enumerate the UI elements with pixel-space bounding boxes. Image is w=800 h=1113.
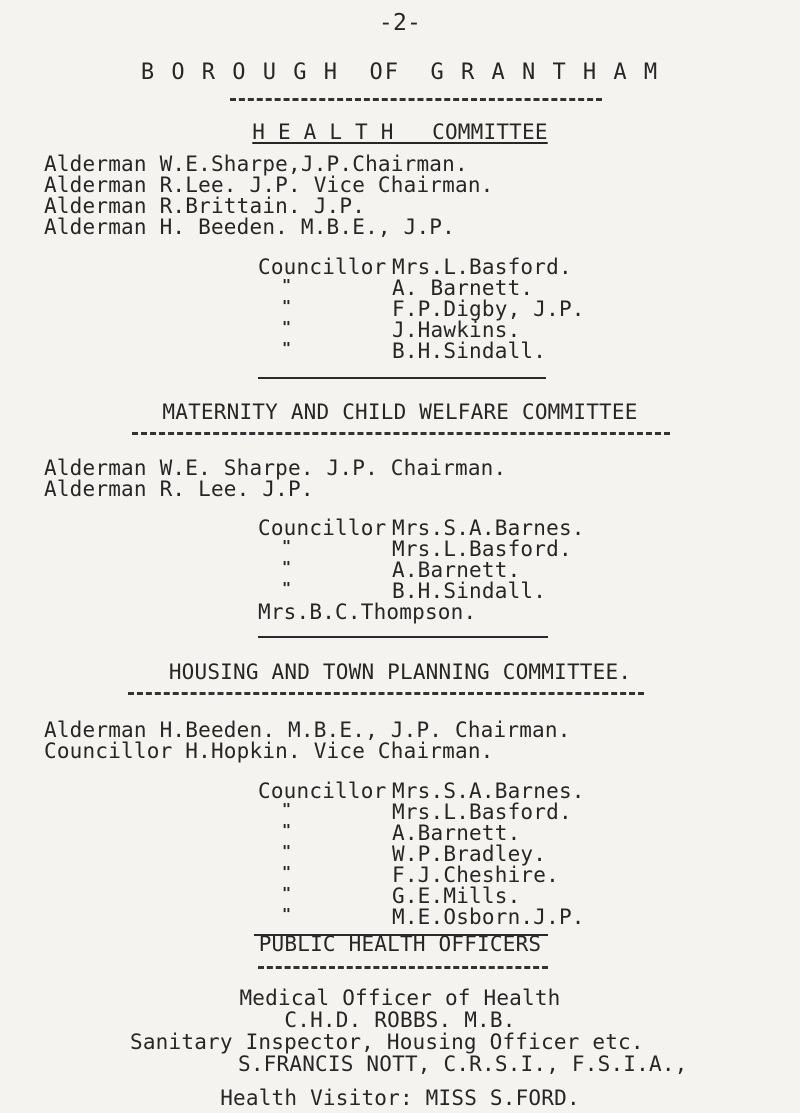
ditto-mark: "	[282, 537, 292, 555]
housing-councillor-2: Mrs.L.Basford.	[392, 800, 572, 824]
ditto-mark: "	[282, 276, 292, 294]
maternity-alderman-2: Alderman R. Lee. J.P.	[44, 477, 314, 501]
housing-councillor-4: W.P.Bradley.	[392, 842, 547, 866]
ditto-mark: "	[282, 339, 292, 357]
public-health-underline	[258, 966, 548, 969]
maternity-councillor-label: Councillor	[258, 516, 387, 540]
ditto-mark: "	[282, 558, 292, 576]
ditto-mark: "	[282, 800, 292, 818]
ditto-mark: "	[282, 842, 292, 860]
maternity-alderman-1: Alderman W.E. Sharpe. J.P. Chairman.	[44, 456, 507, 480]
inspector-name: S.FRANCIS NOTT, C.R.S.I., F.S.I.A.,	[238, 1052, 688, 1076]
housing-committee-title: HOUSING AND TOWN PLANNING COMMITTEE.	[168, 660, 632, 684]
maternity-councillor-2: Mrs.L.Basford.	[392, 537, 572, 561]
health-councillor-5: B.H.Sindall.	[392, 339, 547, 363]
maternity-councillor-1: Mrs.S.A.Barnes.	[392, 516, 585, 540]
page-number: -2-	[378, 10, 422, 36]
health-councillor-label: Councillor	[258, 255, 387, 279]
health-alderman-2: Alderman R.Lee. J.P. Vice Chairman.	[44, 173, 494, 197]
public-health-title: PUBLIC HEALTH OFFICERS	[258, 932, 542, 956]
maternity-councillor-3: A.Barnett.	[392, 558, 521, 582]
ditto-mark: "	[282, 905, 292, 923]
health-visitor: Health Visitor: MISS S.FORD.	[220, 1086, 580, 1110]
housing-title-underline	[128, 692, 644, 695]
public-health-overline	[254, 934, 548, 936]
health-councillor-1: Mrs.L.Basford.	[392, 255, 572, 279]
housing-councillor-6: G.E.Mills.	[392, 884, 521, 908]
borough-title: B O R O U G H OF G R A N T H A M	[140, 60, 660, 85]
maternity-councillor-4: B.H.Sindall.	[392, 579, 547, 603]
housing-vice-chairman: Councillor H.Hopkin. Vice Chairman.	[44, 739, 494, 763]
section-divider	[258, 377, 546, 379]
health-councillor-3: F.P.Digby, J.P.	[392, 297, 585, 321]
health-alderman-4: Alderman H. Beeden. M.B.E., J.P.	[44, 215, 455, 239]
health-councillor-4: J.Hawkins.	[392, 318, 521, 342]
maternity-committee-title: MATERNITY AND CHILD WELFARE COMMITTEE	[162, 400, 638, 424]
health-councillor-2: A. Barnett.	[392, 276, 534, 300]
maternity-title-underline	[132, 432, 670, 435]
ditto-mark: "	[282, 884, 292, 902]
ditto-mark: "	[282, 821, 292, 839]
inspector-label: Sanitary Inspector, Housing Officer etc.	[130, 1030, 644, 1054]
section-divider	[258, 636, 548, 638]
ditto-mark: "	[282, 297, 292, 315]
health-alderman-3: Alderman R.Brittain. J.P.	[44, 194, 366, 218]
moh-label: Medical Officer of Health	[239, 986, 561, 1010]
ditto-mark: "	[282, 318, 292, 336]
maternity-extra-member: Mrs.B.C.Thompson.	[258, 600, 477, 624]
housing-chairman: Alderman H.Beeden. M.B.E., J.P. Chairman.	[44, 718, 571, 742]
housing-councillor-7: M.E.Osborn.J.P.	[392, 905, 585, 929]
housing-councillor-3: A.Barnett.	[392, 821, 521, 845]
housing-councillor-label: Councillor	[258, 779, 387, 803]
housing-councillor-1: Mrs.S.A.Barnes.	[392, 779, 585, 803]
moh-name: C.H.D. ROBBS. M.B.	[284, 1008, 516, 1032]
housing-councillor-5: F.J.Cheshire.	[392, 863, 559, 887]
health-alderman-1: Alderman W.E.Sharpe,J.P.Chairman.	[44, 152, 468, 176]
ditto-mark: "	[282, 579, 292, 597]
health-committee-title: H E A L T H COMMITTEE	[252, 120, 548, 144]
borough-title-underline	[230, 98, 602, 101]
ditto-mark: "	[282, 863, 292, 881]
